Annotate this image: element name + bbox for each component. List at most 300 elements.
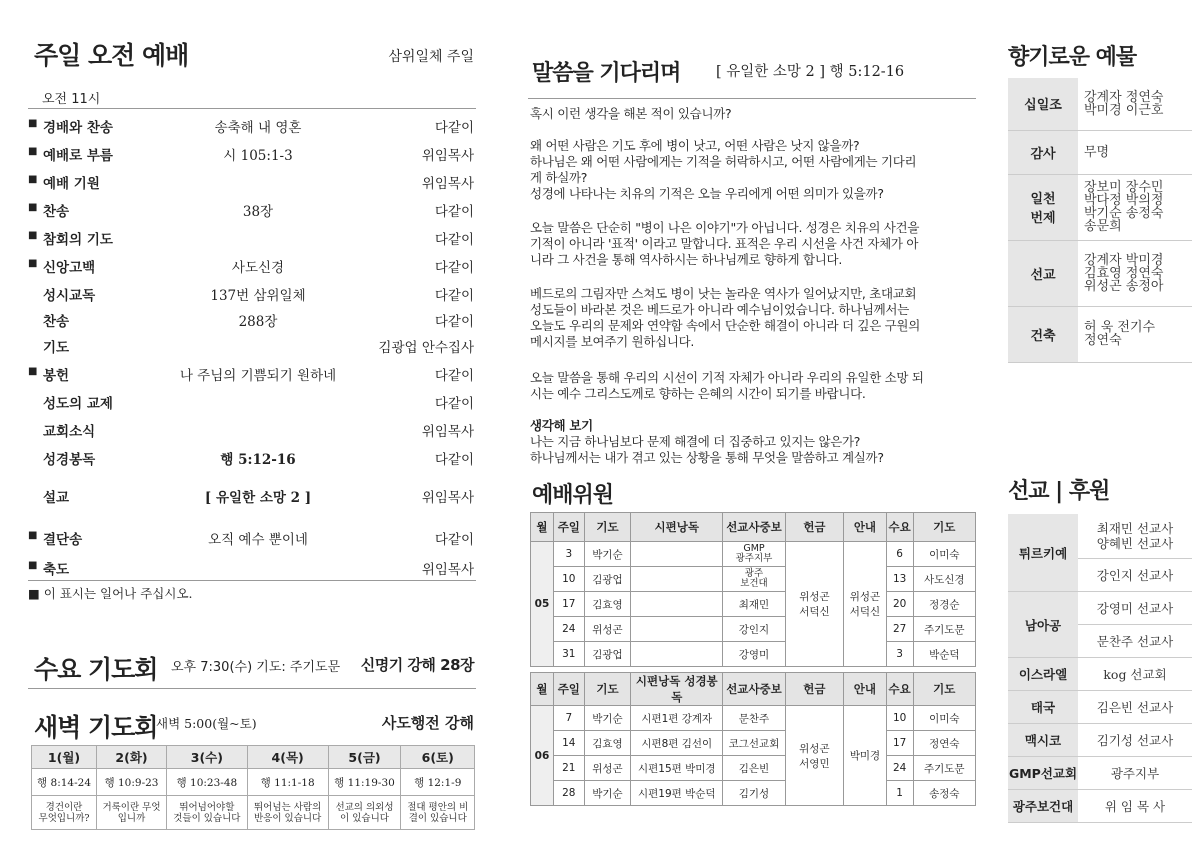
dawn-passage: 행 11:1-18	[247, 769, 328, 796]
staff-table-may	[530, 512, 976, 667]
staff-sunday: 28	[553, 781, 584, 806]
order-item-leader: 다같이	[434, 452, 474, 468]
gift-donors	[1078, 174, 1192, 240]
staff-wed: 27	[886, 617, 913, 642]
gift-donor-line: 위성곤 송정아	[1084, 278, 1164, 294]
mission-row	[1008, 592, 1192, 625]
reflect-line: 나는 지금 하나님보다 문제 해결에 더 집중하고 있지는 않은가?	[530, 434, 861, 449]
dawn-passage-row	[32, 769, 475, 796]
dawn-passage: 행 12:1-9	[401, 769, 475, 796]
reflect-line: 하나님께서는 내가 겪고 있는 상황을 통해 무엇을 말씀하고 계실까?	[530, 450, 884, 465]
service-title: 주일 오전 예배	[34, 41, 189, 70]
order-item	[28, 362, 476, 388]
mission-country: 광주보건대	[1008, 790, 1078, 823]
mission-supported	[1078, 592, 1192, 625]
dawn-topic-line: 것들이 있습니다	[173, 812, 241, 824]
gift-category	[1008, 240, 1078, 306]
staff-wed-prayer: 정경순	[913, 592, 975, 617]
staff-header: 기도	[913, 513, 975, 542]
staff-mission	[723, 592, 785, 617]
order-item-content: 288장	[238, 314, 278, 330]
order-item-leader: 다같이	[434, 532, 474, 548]
stand-marker: ■	[28, 230, 38, 241]
staff-usher-name: 위성곤	[849, 591, 881, 603]
order-item-leader: 다같이	[434, 368, 474, 384]
staff-psalm: 시편19편 박순덕	[631, 781, 723, 806]
staff-header: 시편낭독	[631, 513, 723, 542]
dawn-topic	[247, 796, 328, 830]
staff-prayer: 박기순	[584, 542, 631, 567]
order-item-name: 참회의 기도	[43, 232, 113, 248]
mission-country: 튀르키예	[1008, 514, 1078, 592]
staff-wed-prayer: 주기도문	[913, 617, 975, 642]
staff-row	[531, 567, 976, 592]
gift-donor-line: 정연숙	[1084, 333, 1122, 348]
order-item-content: [ 유일한 소망 2 ]	[204, 490, 312, 506]
staff-mission-line: 김은빈	[738, 762, 770, 775]
staff-wed-prayer: 주기도문	[913, 756, 975, 781]
staff-psalm	[631, 617, 723, 642]
order-item	[28, 308, 476, 334]
staff-header: 헌금	[785, 673, 843, 706]
order-item-content: 시 105:1-3	[223, 148, 293, 164]
staff-prayer: 김효영	[584, 731, 631, 756]
staff-sunday: 24	[553, 617, 584, 642]
staff-prayer: 위성곤	[584, 756, 631, 781]
service-subtitle: 삼위일체 주일	[388, 49, 474, 65]
gifts-title: 향기로운 예물	[1008, 45, 1137, 70]
gift-donor-line: 강계자 박미경	[1084, 252, 1164, 268]
staff-mission	[723, 542, 785, 567]
staff-header: 기도	[584, 673, 631, 706]
dawn-day: 4(목)	[247, 746, 328, 769]
mission-name: 위 임 목 사	[1104, 798, 1166, 814]
staff-mission-line: 광주	[744, 568, 764, 579]
dawn-topic-line: 뛰어넘어야할	[179, 801, 235, 813]
gift-category	[1008, 174, 1078, 240]
gift-donors	[1078, 240, 1192, 306]
mission-country: 이스라엘	[1008, 658, 1078, 691]
staff-usher	[844, 706, 887, 806]
staff-mission-line: 광주지부	[735, 553, 773, 564]
mission-country: 남아공	[1008, 592, 1078, 658]
staff-header: 헌금	[785, 513, 843, 542]
mission-name: kog 선교회	[1103, 666, 1167, 682]
mission-name: 최재민 선교사	[1096, 521, 1174, 536]
stand-marker: ■	[28, 530, 38, 541]
staff-sunday: 10	[553, 567, 584, 592]
gift-donor-line: 허 욱 전기수	[1084, 320, 1156, 335]
dawn-topic	[97, 796, 167, 830]
staff-offering	[785, 542, 843, 667]
staff-mission	[723, 731, 785, 756]
mission-name: 강인지 선교사	[1096, 567, 1174, 583]
staff-usher-name: 박미경	[849, 750, 881, 762]
stand-marker: ■	[28, 258, 38, 269]
mission-supported	[1078, 757, 1192, 790]
staff-prayer: 김광업	[584, 642, 631, 667]
dawn-topic-line: 반응이 있습니다	[254, 812, 322, 824]
staff-wed: 10	[886, 706, 913, 731]
staff-header: 주일	[553, 513, 584, 542]
staff-month: 06	[531, 706, 554, 806]
missions-table	[1008, 514, 1192, 823]
order-item-leader: 다같이	[434, 396, 474, 412]
staff-sunday: 31	[553, 642, 584, 667]
staff-mission	[723, 706, 785, 731]
mission-row	[1008, 691, 1192, 724]
order-item	[28, 282, 476, 308]
stand-marker: ■	[28, 560, 38, 571]
staff-mission-line: 문찬주	[738, 712, 770, 725]
wednesday-time: 오후 7:30(수) 기도: 주기도문	[171, 660, 341, 675]
staff-psalm: 시편15편 박미경	[631, 756, 723, 781]
order-item-name: 기도	[43, 340, 70, 356]
order-item	[28, 334, 476, 360]
staff-prayer: 위성곤	[584, 617, 631, 642]
dawn-topic-row	[32, 796, 475, 830]
order-item-name: 봉헌	[43, 368, 70, 384]
stand-marker: ■	[28, 174, 38, 185]
gift-category	[1008, 130, 1078, 174]
gift-category-line: 번제	[1030, 211, 1056, 226]
order-item-leader: 위임목사	[421, 562, 474, 578]
mission-country: 맥시코	[1008, 724, 1078, 757]
staff-month: 05	[531, 542, 554, 667]
staff-offering-name: 위성곤	[799, 591, 830, 603]
mission-name: 양혜빈 선교사	[1096, 536, 1174, 551]
order-item	[28, 254, 476, 280]
dawn-topic-line: 무엇입니까?	[38, 812, 90, 824]
dawn-topic	[328, 796, 401, 830]
order-item-leader: 위임목사	[421, 148, 474, 164]
staff-prayer: 김효영	[584, 592, 631, 617]
staff-header: 안내	[844, 673, 887, 706]
order-item-name: 신앙고백	[43, 260, 96, 276]
wednesday-leader: 신명기 강해 28장	[360, 656, 474, 674]
dawn-time: 새벽 5:00(월~토)	[156, 716, 257, 731]
gift-row	[1008, 240, 1192, 306]
staff-title: 예배위원	[532, 483, 614, 508]
staff-header: 안내	[844, 513, 887, 542]
order-item-name: 성시교독	[43, 288, 96, 304]
mission-row	[1008, 757, 1192, 790]
mission-supported	[1078, 559, 1192, 592]
dawn-topic-line: 경건이란	[45, 801, 83, 813]
gift-category-line: 선교	[1030, 267, 1056, 283]
staff-wed: 3	[886, 642, 913, 667]
order-item-content: 사도신경	[231, 260, 285, 276]
divider	[28, 108, 476, 109]
staff-row	[531, 731, 976, 756]
staff-psalm: 시편1편 강계자	[631, 706, 723, 731]
mission-supported	[1078, 658, 1192, 691]
intro-paragraph	[530, 138, 976, 202]
gift-donor-line: 무명	[1084, 144, 1110, 160]
staff-mission	[723, 642, 785, 667]
staff-offering-name: 서덕신	[799, 606, 830, 618]
mission-name: 김은빈 선교사	[1096, 699, 1174, 715]
staff-psalm	[631, 592, 723, 617]
order-item-leader: 다같이	[434, 314, 474, 330]
order-item	[28, 446, 476, 472]
staff-row	[531, 781, 976, 806]
dawn-leader: 사도행전 강해	[381, 714, 474, 732]
staff-wed-prayer: 송정숙	[913, 781, 975, 806]
intro-line: 성경에 나타나는 치유의 기적은 오늘 우리에게 어떤 의미가 있을까?	[530, 186, 884, 201]
mission-name: 강영미 선교사	[1096, 600, 1174, 616]
intro-line: 게 하실까?	[530, 170, 588, 185]
mission-supported	[1078, 724, 1192, 757]
staff-header-row	[531, 513, 976, 542]
staff-wed: 6	[886, 542, 913, 567]
order-item-leader: 위임목사	[421, 490, 474, 506]
order-item	[28, 198, 476, 224]
order-item-name: 설교	[43, 490, 70, 506]
reflect-block	[530, 418, 976, 466]
staff-usher	[844, 542, 887, 667]
staff-row	[531, 642, 976, 667]
staff-header-row	[531, 673, 976, 706]
staff-offering-name: 서영민	[799, 757, 830, 770]
gift-category	[1008, 78, 1078, 130]
service-time: 오전 11시	[42, 92, 101, 107]
order-item-leader: 위임목사	[421, 176, 474, 192]
staff-header: 선교사중보	[723, 513, 785, 542]
staff-offering	[785, 706, 843, 806]
intro-paragraph	[530, 286, 976, 350]
intro-paragraph	[530, 220, 976, 268]
order-item	[28, 556, 476, 582]
gift-donor-line: 박기순 송정숙	[1084, 206, 1164, 221]
order-item-leader: 다같이	[434, 260, 474, 276]
dawn-header-row	[32, 746, 475, 769]
order-item	[28, 418, 476, 444]
staff-row	[531, 756, 976, 781]
order-item-content: 137번 삼위일체	[210, 288, 306, 304]
gift-category-line: 일천	[1030, 192, 1056, 207]
staff-mission	[723, 617, 785, 642]
dawn-topic	[166, 796, 247, 830]
dawn-passage: 행 10:9-23	[97, 769, 167, 796]
staff-row	[531, 706, 976, 731]
staff-header: 수요	[886, 513, 913, 542]
order-item	[28, 484, 476, 510]
dawn-topic	[32, 796, 97, 830]
reflect-title: 생각해 보기	[530, 418, 593, 433]
gifts-table	[1008, 78, 1192, 363]
intro-line: 하나님은 왜 어떤 사람에게는 기적을 허락하시고, 어떤 사람에게는 기다리	[530, 154, 917, 169]
intro-line: 오늘도 우리의 문제와 연약함 속에서 단순한 해결이 아니라 더 깊은 구원의	[530, 318, 920, 333]
staff-table-june	[530, 672, 976, 806]
order-item-content: 나 주님의 기쁨되기 원하네	[179, 368, 337, 384]
staff-mission	[723, 567, 785, 592]
staff-psalm	[631, 642, 723, 667]
staff-row	[531, 592, 976, 617]
staff-offering-name: 위성곤	[799, 742, 830, 755]
intro-line: 니라 그 사건을 통해 역사하시는 하나님께로 향하게 합니다.	[530, 252, 842, 267]
order-item-name: 찬송	[43, 314, 70, 330]
staff-header: 월	[531, 513, 554, 542]
order-item-leader: 다같이	[434, 288, 474, 304]
stand-marker: ■	[28, 118, 38, 129]
gift-donors	[1078, 130, 1192, 174]
order-item-name: 교회소식	[43, 424, 96, 440]
order-item-name: 예배로 부름	[43, 148, 113, 164]
staff-mission	[723, 781, 785, 806]
staff-header: 수요	[886, 673, 913, 706]
order-item-name: 성도의 교제	[43, 396, 113, 412]
standing-note: ■ 이 표시는 일어나 주십시오.	[28, 586, 193, 601]
mission-supported	[1078, 625, 1192, 658]
staff-header: 기도	[913, 673, 975, 706]
mission-country: 태국	[1008, 691, 1078, 724]
staff-sunday: 14	[553, 731, 584, 756]
gift-row	[1008, 78, 1192, 130]
dawn-topic-line: 결이 있습니다	[408, 812, 467, 824]
order-item-content: 38장	[242, 204, 274, 220]
gift-donor-line: 박다정 박의정	[1084, 193, 1164, 208]
staff-mission-line: GMP	[743, 543, 765, 554]
staff-mission-line: 보건대	[740, 578, 768, 589]
intro-line: 오늘 말씀은 단순히 "병이 나은 이야기"가 아닙니다. 성경은 치유의 사건을	[530, 220, 920, 235]
divider	[28, 580, 476, 581]
gift-donor-line: 송문희	[1084, 219, 1122, 234]
staff-mission-line: 강영미	[738, 648, 770, 661]
order-item-name: 결단송	[43, 532, 83, 548]
staff-wed: 17	[886, 731, 913, 756]
order-item	[28, 170, 476, 196]
staff-wed-prayer: 정연숙	[913, 731, 975, 756]
order-item-leader: 위임목사	[421, 424, 474, 440]
order-item-content: 행 5:12-16	[220, 452, 296, 468]
stand-marker: ■	[28, 146, 38, 157]
dawn-topic	[401, 796, 475, 830]
intro-paragraph	[530, 106, 976, 122]
mission-name: 문찬주 선교사	[1096, 633, 1174, 649]
dawn-topic-line: 뛰어넘는 사람의	[254, 801, 322, 813]
mission-row	[1008, 658, 1192, 691]
order-item-leader: 다같이	[434, 232, 474, 248]
staff-psalm: 시편8편 김선이	[631, 731, 723, 756]
dawn-topic-line: 선교의 의외성	[335, 801, 394, 813]
order-item-name: 경배와 찬송	[43, 120, 113, 136]
staff-mission-line: 최재민	[738, 598, 770, 611]
order-item	[28, 526, 476, 552]
staff-wed: 1	[886, 781, 913, 806]
gift-donors	[1078, 306, 1192, 362]
staff-psalm	[631, 567, 723, 592]
gift-donor-line: 김효영 정연숙	[1084, 265, 1164, 281]
mission-name: 김기성 선교사	[1096, 732, 1174, 748]
gift-donor-line: 강계자 정연숙	[1084, 89, 1164, 105]
dawn-topic-line: 절대 평안의 비	[407, 801, 469, 813]
staff-header: 선교사중보	[723, 673, 785, 706]
word-title: 말씀을 기다리며	[532, 61, 681, 86]
staff-header: 시편낭독 성경봉독	[631, 673, 723, 706]
missions-title: 선교 | 후원	[1008, 479, 1110, 504]
intro-line: 기적이 아니라 '표적' 이라고 말합니다. 표적은 우리 시선을 사건 자체가 아	[530, 236, 919, 251]
gift-category-line: 건축	[1030, 328, 1056, 344]
word-sermon: [ 유일한 소망 2 ] 행 5:12-16	[716, 64, 905, 80]
order-item-name: 성경봉독	[43, 452, 96, 468]
staff-wed-prayer: 박순덕	[913, 642, 975, 667]
staff-sunday: 3	[553, 542, 584, 567]
divider	[28, 688, 476, 689]
gift-donor-line: 박미경 이근호	[1084, 102, 1164, 118]
gift-donor-line: 장보미 장수민	[1084, 180, 1164, 195]
mission-row	[1008, 514, 1192, 559]
staff-mission-line: 김기성	[738, 787, 770, 800]
dawn-day: 6(토)	[401, 746, 475, 769]
staff-prayer: 김광업	[584, 567, 631, 592]
intro-line: 베드로의 그림자만 스쳐도 병이 낫는 놀라운 역사가 일어났지만, 초대교회	[530, 286, 917, 301]
order-item-name: 축도	[43, 562, 70, 578]
staff-prayer: 박기순	[584, 781, 631, 806]
dawn-topic-line: 이 있습니다	[340, 812, 389, 824]
order-item	[28, 226, 476, 252]
mission-supported	[1078, 691, 1192, 724]
dawn-passage: 행 8:14-24	[32, 769, 97, 796]
dawn-day: 1(월)	[32, 746, 97, 769]
divider	[528, 98, 976, 99]
staff-header: 기도	[584, 513, 631, 542]
gift-row	[1008, 174, 1192, 240]
staff-wed-prayer: 이미숙	[913, 542, 975, 567]
staff-sunday: 21	[553, 756, 584, 781]
staff-sunday: 7	[553, 706, 584, 731]
staff-wed-prayer: 이미숙	[913, 706, 975, 731]
intro-paragraph	[530, 370, 976, 402]
staff-wed: 13	[886, 567, 913, 592]
staff-prayer: 박기순	[584, 706, 631, 731]
intro-line: 혹시 이런 생각을 해본 적이 있습니까?	[530, 106, 732, 121]
intro-line: 성도들이 바라본 것은 베드로가 아니라 예수님이었습니다. 하나님께서는	[530, 302, 909, 317]
staff-sunday: 17	[553, 592, 584, 617]
staff-mission-line: 코그선교회	[728, 737, 780, 750]
order-item	[28, 142, 476, 168]
stand-marker: ■	[28, 366, 38, 377]
staff-wed-prayer: 사도신경	[913, 567, 975, 592]
mission-supported	[1078, 514, 1192, 559]
mission-country: GMP선교회	[1008, 757, 1078, 790]
order-item-leader: 다같이	[434, 120, 474, 136]
order-item-name: 예배 기원	[43, 176, 100, 192]
intro-line: 왜 어떤 사람은 기도 후에 병이 낫고, 어떤 사람은 낫지 않을까?	[530, 138, 860, 153]
staff-wed: 20	[886, 592, 913, 617]
dawn-topic-line: 거룩이란 무엇	[102, 801, 161, 813]
order-item-content: 오직 예수 뿐이네	[208, 532, 308, 548]
order-item-name: 찬송	[43, 204, 70, 220]
dawn-passage: 행 11:19-30	[328, 769, 401, 796]
stand-marker: ■	[28, 202, 38, 213]
dawn-day: 2(화)	[97, 746, 167, 769]
order-item	[28, 390, 476, 416]
staff-header: 주일	[553, 673, 584, 706]
dawn-schedule-table	[31, 745, 475, 830]
staff-row	[531, 542, 976, 567]
staff-mission	[723, 756, 785, 781]
gift-row	[1008, 130, 1192, 174]
order-item-leader: 다같이	[434, 204, 474, 220]
dawn-day: 3(수)	[166, 746, 247, 769]
staff-psalm	[631, 542, 723, 567]
intro-line: 메시지를 보여주기 원하십니다.	[530, 334, 695, 349]
mission-name: 광주지부	[1110, 765, 1160, 781]
staff-header: 월	[531, 673, 554, 706]
staff-row	[531, 617, 976, 642]
order-item-leader: 김광업 안수집사	[378, 340, 474, 356]
